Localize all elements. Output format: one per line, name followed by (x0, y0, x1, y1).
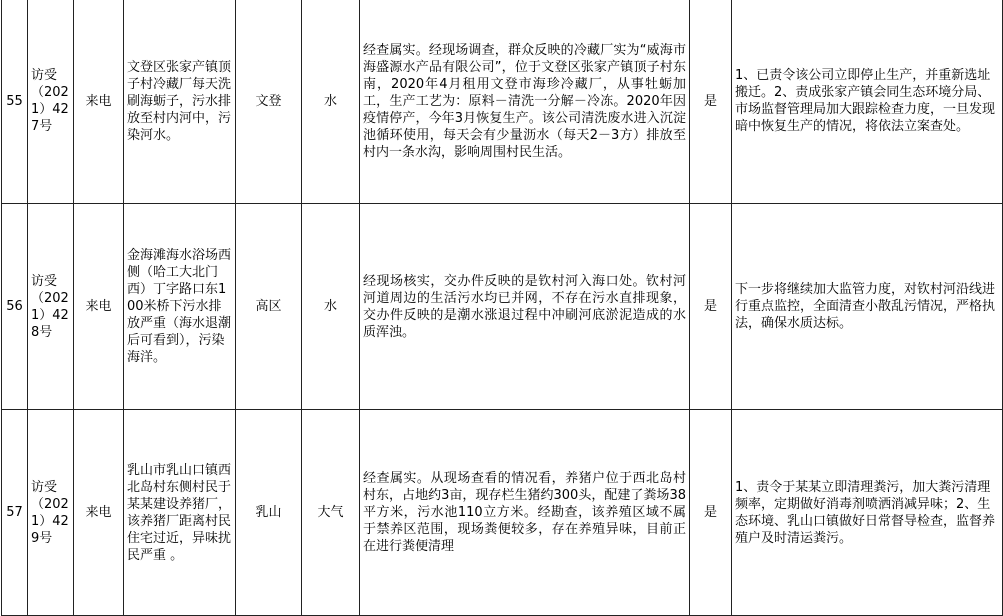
verified-flag: 是 (690, 410, 732, 616)
pollution-type: 水 (302, 0, 360, 204)
district: 高区 (236, 204, 302, 410)
verified-flag: 是 (690, 204, 732, 410)
case-number: 访受（2021）428号 (28, 204, 74, 410)
report-method: 来电 (74, 0, 124, 204)
report-method: 来电 (74, 410, 124, 616)
complaint-table (1, 0, 1003, 616)
investigation-result: 经查属实。从现场查看的情况看，养猪户位于西北岛村村东，占地约3亩，现存栏生猪约300头，配建了粪场38平方米，污水池110立方米。经勘查，该养殖区域不属于禁养区范围，现场粪便较多，存在养殖异味，目前正在进行粪便清理 (360, 410, 690, 616)
table-row (2, 410, 1003, 616)
complaint-content: 金海滩海水浴场西侧（哈工大北门西）丁字路口东100米桥下污水排放严重（海水退潮后可看到），污染海洋。 (124, 204, 236, 410)
investigation-result: 经查属实。经现场调查，群众反映的冷藏厂实为“威海市海盛源水产品有限公司”，位于文登区张家产镇顶子村东南，2020年4月租用文登市海珍冷藏厂，从事牡蛎加工，生产工艺为：原料－清洗一分解－冷冻。2020年因疫情停产，今年3月恢复生产。该公司清洗废水进入沉淀池循环使用，每天会有少量沥水（每天2－3方）排放至村内一条水沟，影响周围村民生活。 (360, 0, 690, 204)
table-row (2, 0, 1003, 204)
verified-flag: 是 (690, 0, 732, 204)
district: 文登 (236, 0, 302, 204)
row-number: 57 (2, 410, 28, 616)
case-number: 访受（2021）429号 (28, 410, 74, 616)
investigation-result: 经现场核实，交办件反映的是钦村河入海口处。钦村河河道周边的生活污水均已并网，不存在污水直排现象，交办件反映的是潮水涨退过程中冲刷河底淤泥造成的水质浑浊。 (360, 204, 690, 410)
row-number: 55 (2, 0, 28, 204)
handling-action: 1、责令于某某立即清理粪污，加大粪污清理频率，定期做好消毒剂喷洒消减异味；2、生态环境、乳山口镇做好日常督导检查，监督养殖户及时清运粪污。 (732, 410, 1003, 616)
pollution-type: 大气 (302, 410, 360, 616)
handling-action: 1、已责令该公司立即停止生产，并重新选址搬迁。2、责成张家产镇会同生态环境分局、市场监督管理局加大跟踪检查力度，一旦发现暗中恢复生产的情况，将依法立案查处。 (732, 0, 1003, 204)
handling-action: 下一步将继续加大监管力度，对钦村河沿线进行重点监控，全面清查小散乱污情况，严格执法，确保水质达标。 (732, 204, 1003, 410)
table-row (2, 204, 1003, 410)
complaint-content: 文登区张家产镇顶子村冷藏厂每天洗刷海蛎子，污水排放至村内河中，污染河水。 (124, 0, 236, 204)
row-number: 56 (2, 204, 28, 410)
report-method: 来电 (74, 204, 124, 410)
district: 乳山 (236, 410, 302, 616)
case-number: 访受（2021）427号 (28, 0, 74, 204)
complaint-content: 乳山市乳山口镇西北岛村东侧村民于某某建设养猪厂，该养猪厂距离村民住宅过近，异味扰民严重 。 (124, 410, 236, 616)
pollution-type: 水 (302, 204, 360, 410)
